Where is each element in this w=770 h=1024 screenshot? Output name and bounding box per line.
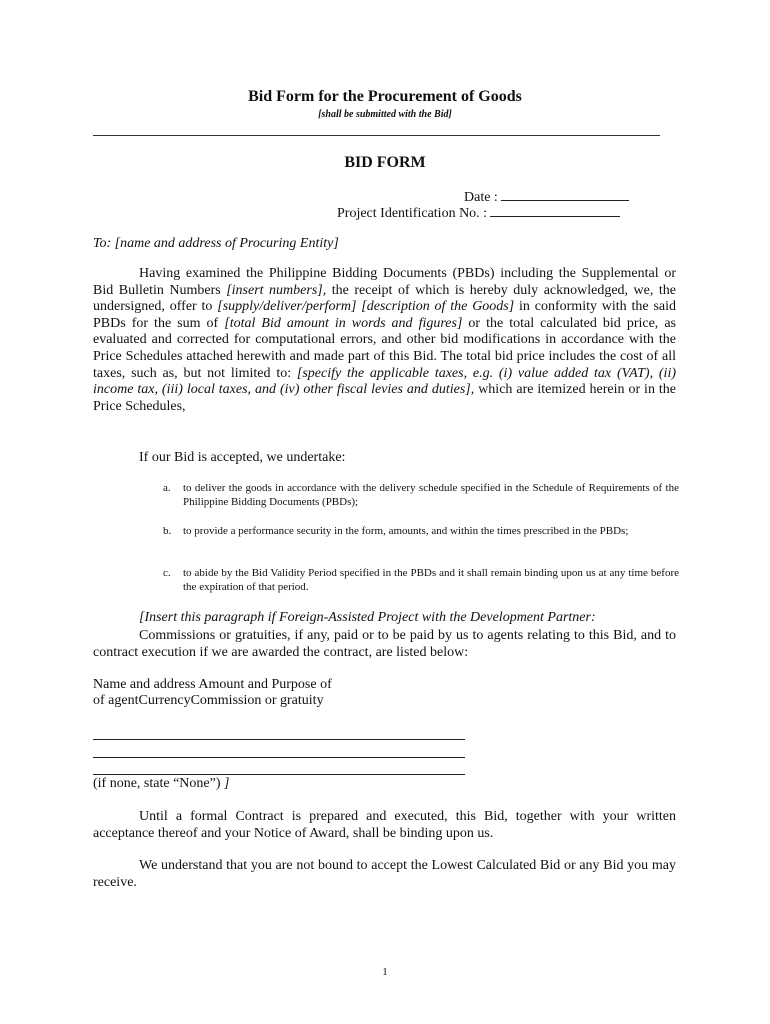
date-label: Date :	[464, 190, 498, 205]
bid-form-heading: BID FORM	[344, 154, 426, 171]
offer-text-4: [supply/deliver/perform] [description of the Goods]	[217, 299, 515, 315]
offer-paragraph	[93, 266, 676, 415]
addressee-line: To: [name and address of Procuring Entity]	[93, 236, 339, 251]
undertaking-text: to provide a performance security in the form, amounts, and within the times prescribed in the PBDs;	[183, 525, 629, 537]
offer-text-7: or the total calculated bid price, as evaluated and corrected for computational errors, and other bid modifications in accordance with the Price Schedules attached herewith and made part of this Bid. The total bid price includes the cost of all taxes, such as, but not limited to:	[93, 315, 676, 381]
project-id-blank	[490, 204, 620, 217]
undertaking-text: to deliver the goods in accordance with the delivery schedule specified in the Schedule of Requirements of the Philippine Bidding Documents (PBDs);	[183, 482, 679, 508]
commission-entry-line	[93, 739, 465, 740]
understanding-paragraph: We understand that you are not bound to accept the Lowest Calculated Bid or any Bid you may receive.	[93, 858, 676, 890]
commission-entry-line	[93, 757, 465, 758]
offer-text-5: in conformity with the said PBDs for the sum of	[93, 299, 676, 331]
header-divider	[93, 135, 660, 136]
offer-text-2: [insert numbers],	[226, 282, 327, 298]
commissions-paragraph: Commissions or gratuities, if any, paid or to be paid by us to agents relating to this Bid, and to contract execution if we are awarded the contract, are listed below:	[93, 628, 676, 660]
undertaking-label: c.	[163, 567, 171, 579]
commission-table-header-2: of agentCurrencyCommission or gratuity	[93, 693, 324, 708]
project-id-label: Project Identification No. :	[337, 206, 488, 221]
offer-text-8: [specify the applicable taxes, e.g. (i) value added tax (VAT), (ii) income tax, (iii) local taxes, and (iv) other fiscal levies and duties],	[93, 365, 676, 398]
document-title: Bid Form for the Procurement of Goods	[248, 88, 522, 105]
undertaking-item	[163, 566, 683, 596]
undertaking-text: to abide by the Bid Validity Period specified in the PBDs and it shall remain binding upon us at any time before the expiration of that period.	[183, 567, 679, 593]
commission-entry-line	[93, 774, 465, 775]
undertaking-label: a.	[163, 482, 171, 494]
offer-text-3: the receipt of which is hereby duly acknowledged, we, the undersigned, offer to	[93, 282, 676, 315]
date-blank	[501, 188, 629, 201]
offer-text-6: [total Bid amount in words and figures]	[224, 315, 463, 331]
foreign-assisted-note: [Insert this paragraph if Foreign-Assisted Project with the Development Partner:	[139, 610, 596, 625]
if-none-text: (if none, state “None”)	[93, 776, 221, 791]
page-number: 1	[382, 966, 388, 978]
if-none-note	[93, 776, 229, 792]
project-id-field	[337, 204, 620, 222]
offer-text-1: Having examined the Philippine Bidding Documents (PBDs) including the Supplemental or Bid Bulletin Numbers	[93, 266, 676, 298]
commission-table-header-1: Name and address Amount and Purpose of	[93, 677, 332, 692]
undertake-intro: If our Bid is accepted, we undertake:	[139, 450, 346, 465]
offer-text-9: which are itemized herein or in the Price Schedules,	[93, 382, 676, 414]
undertaking-item	[163, 481, 683, 511]
undertaking-label: b.	[163, 525, 172, 537]
if-none-bracket: ]	[224, 776, 230, 791]
document-subtitle: [shall be submitted with the Bid]	[318, 109, 452, 120]
undertaking-item	[163, 524, 683, 554]
contract-paragraph: Until a formal Contract is prepared and executed, this Bid, together with your written acceptance thereof and your Notice of Award, shall be binding upon us.	[93, 809, 676, 841]
